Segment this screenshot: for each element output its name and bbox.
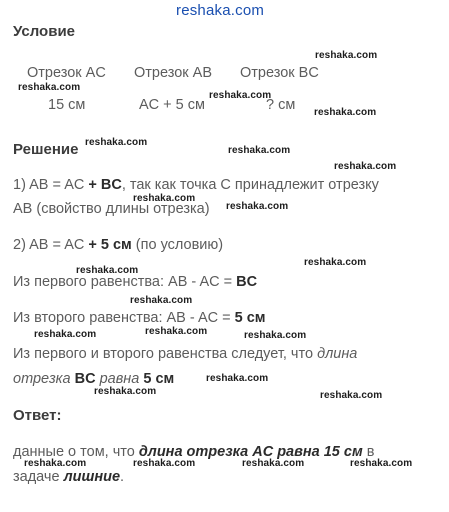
column-header-ab: Отрезок AB (134, 65, 212, 81)
watermark: reshaka.com (18, 82, 81, 93)
watermark: reshaka.com (34, 329, 97, 340)
value-ab: AC + 5 см (139, 97, 205, 113)
column-header-bc: Отрезок BC (240, 65, 319, 81)
watermark: reshaka.com (133, 458, 196, 469)
watermark: reshaka.com (350, 458, 413, 469)
solution-step-2 (13, 237, 223, 253)
watermark: reshaka.com (242, 458, 305, 469)
watermark: reshaka.com (209, 90, 272, 101)
watermark: reshaka.com (130, 295, 193, 306)
step-2-suffix: (по условию) (131, 237, 224, 253)
answer-line-2-tail: . (120, 469, 125, 485)
solution-step-1-line-2: AB (свойство длины отрезка) (13, 201, 210, 217)
step-1-bold: + BC (88, 177, 122, 193)
value-bc: ? см (266, 97, 296, 113)
watermark: reshaka.com (226, 201, 289, 212)
equality-1 (13, 274, 257, 290)
column-header-ac: Отрезок AC (27, 65, 106, 81)
equality-2 (13, 310, 266, 326)
answer-text: данные о том, что (13, 444, 139, 460)
watermark: reshaka.com (314, 107, 377, 118)
watermark: reshaka.com (85, 137, 148, 148)
answer-tail: в (362, 444, 375, 460)
conclusion-bold-1: BC (74, 371, 96, 387)
watermark: reshaka.com (145, 326, 208, 337)
watermark: reshaka.com (320, 390, 383, 401)
conclusion-italic: длина (317, 346, 358, 362)
value-ac: 15 см (48, 97, 86, 113)
watermark: reshaka.com (94, 386, 157, 397)
watermark: reshaka.com (304, 257, 367, 268)
answer-line-2-text: задаче (13, 469, 64, 485)
watermark: reshaka.com (206, 373, 269, 384)
answer-heading: Ответ: (13, 407, 62, 424)
site-title[interactable]: reshaka.com (176, 2, 265, 19)
step-2-bold: + 5 см (88, 237, 132, 253)
conclusion-italic-2: равна (95, 371, 144, 387)
conclusion-line-2 (13, 371, 174, 387)
watermark: reshaka.com (76, 265, 139, 276)
step-1-suffix: , так как точка C принадлежит отрезку (121, 177, 379, 193)
condition-heading: Условие (13, 23, 76, 40)
step-1-prefix: 1) AB = AC (13, 177, 89, 193)
equality-2-text: Из второго равенства: AB - AC = (13, 310, 235, 326)
solution-heading: Решение (13, 141, 79, 158)
watermark: reshaka.com (133, 193, 196, 204)
solution-step-1 (13, 177, 379, 193)
conclusion-line-1 (13, 346, 357, 362)
answer-line-2-bold-italic: лишние (63, 469, 121, 485)
watermark: reshaka.com (228, 145, 291, 156)
answer-bold-italic: длина отрезка AC равна 15 см (138, 444, 363, 460)
watermark: reshaka.com (244, 330, 307, 341)
watermark: reshaka.com (315, 50, 378, 61)
equality-2-bold: 5 см (234, 310, 266, 326)
conclusion-italic-1: отрезка (13, 371, 75, 387)
equality-1-bold: BC (236, 274, 258, 290)
conclusion-bold-2: 5 см (143, 371, 175, 387)
equality-1-text: Из первого равенства: AB - AC = (13, 274, 237, 290)
conclusion-text: Из первого и второго равенства следует, что (13, 346, 318, 362)
step-2-prefix: 2) AB = AC (13, 237, 89, 253)
watermark: reshaka.com (334, 161, 397, 172)
answer-line-2 (13, 469, 124, 485)
watermark: reshaka.com (24, 458, 87, 469)
